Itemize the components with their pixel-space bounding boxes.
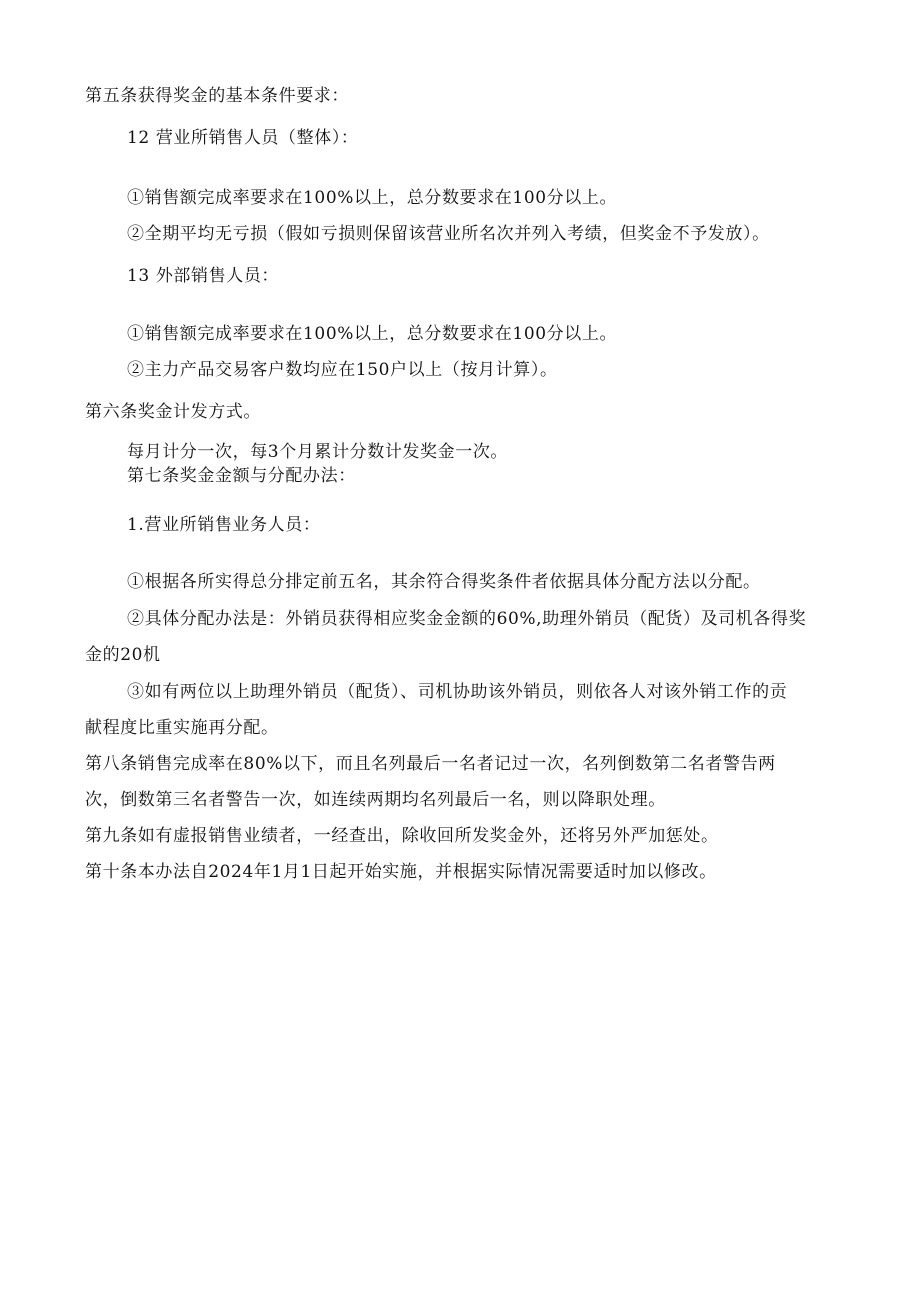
item-13-condition-2: ②主力产品交易客户数均应在150户以上（按月计算）。 (127, 360, 558, 380)
article-6-heading: 第六条奖金计发方式。 (85, 402, 261, 422)
article-7-item-1-c-line-1: ③如有两位以上助理外销员（配货）、司机协助该外销员，则依各人对该外销工作的贡 (127, 682, 788, 702)
article-5-heading: 第五条获得奖金的基本条件要求： (85, 86, 349, 106)
article-10: 第十条本办法自2024年1月1日起开始实施，并根据实际情况需要适时加以修改。 (85, 862, 717, 882)
item-13-heading: 13 外部销售人员： (127, 266, 280, 286)
article-8-line-2: 次，倒数第三名者警告一次，如连续两期均名列最后一名，则以降职处理。 (85, 790, 666, 810)
article-7-item-1-b-line-1: ②具体分配办法是：外销员获得相应奖金金额的60%,助理外销员（配货）及司机各得奖 (127, 609, 807, 629)
article-7-item-1-c-line-2: 献程度比重实施再分配。 (85, 718, 279, 738)
article-7-item-1: 1.营业所销售业务人员： (127, 515, 321, 535)
item-12-condition-1: ①销售额完成率要求在100%以上，总分数要求在100分以上。 (127, 188, 618, 208)
item-13-condition-1: ①销售额完成率要求在100%以上，总分数要求在100分以上。 (127, 324, 618, 344)
article-7-heading: 第七条奖金金额与分配办法： (127, 466, 356, 486)
item-12-condition-2: ②全期平均无亏损（假如亏损则保留该营业所名次并列入考绩，但奖金不予发放）。 (127, 224, 770, 244)
article-9: 第九条如有虚报销售业绩者，一经查出，除收回所发奖金外，还将另外严加惩处。 (85, 826, 719, 846)
item-12-heading: 12 营业所销售人员（整体）： (127, 128, 359, 148)
article-6-body: 每月计分一次，每3个月累计分数计发奖金一次。 (127, 442, 509, 462)
article-7-item-1-b-line-2: 金的20机 (85, 645, 161, 665)
article-7-item-1-a: ①根据各所实得总分排定前五名，其余符合得奖条件者依据具体分配方法以分配。 (127, 572, 761, 592)
article-8-line-1: 第八条销售完成率在80%以下，而且名列最后一名者记过一次，名列倒数第二名者警告两 (85, 754, 776, 774)
